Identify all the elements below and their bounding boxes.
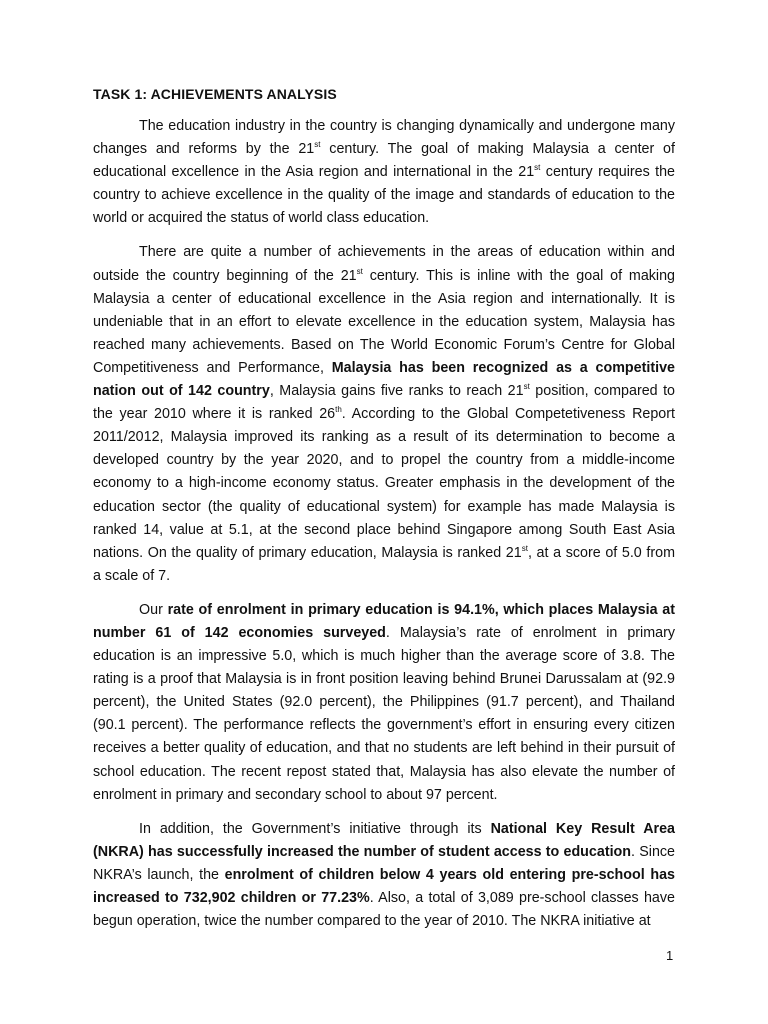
p2-sup-3: th xyxy=(335,405,342,415)
p2-sup-4: st xyxy=(521,543,528,553)
p2-sup-1: st xyxy=(356,266,363,276)
p4-text-b: . Since NKRA’s launch, the xyxy=(93,843,675,883)
p2-text-b: century. This is inline with the goal of making Malaysia a center of educational excellence in the Asia region and internationally. It is undeniable that in an effort to elevate excellence in the education system, Malaysia has reached many achievements. Based on The World Economic Forum’s Centre for Global Competitiveness and Performance, xyxy=(93,267,676,376)
p4-text-c: . Also, a total of 3,089 pre-school classes have begun operation, twice the number compared to the year of 2010. The NKRA initiative at xyxy=(93,890,675,930)
p2-text-a: There are quite a number of achievements in the areas of education within and outside the country beginning of the 21 xyxy=(93,244,675,284)
p4-bold-2: enrolment of children below 4 years old entering pre-school has increased to 732,902 children or 77.23% xyxy=(93,866,675,906)
p2-text-e: . According to the Global Competetiveness Report 2011/2012, Malaysia improved its ranking as a result of its determination to become a developed country by the year 2020, and to propel the country from a middle-income economy to a high-income economy status. Greater emphasis in the development of the education sector (the quality of educational system) for example has made Malaysia is ranked 14, value at 5.1, at the second place behind Singapore among South East Asia nations. On the quality of primary education, Malaysia is ranked 21 xyxy=(93,406,675,561)
paragraph-3 xyxy=(93,599,675,807)
page-number: 1 xyxy=(666,948,674,963)
p1-sup-2: st xyxy=(534,163,541,173)
p2-text-f: , at a score of 5.0 from a scale of 7. xyxy=(93,544,675,584)
p4-text-a: In addition, the Government’s initiative through its xyxy=(139,820,491,837)
p1-text-c: century requires the country to achieve excellence in the quality of the image and standards of education to the world or acquired the status of world class education. xyxy=(93,164,676,227)
paragraph-1 xyxy=(93,115,675,230)
page-title: TASK 1: ACHIEVEMENTS ANALYSIS xyxy=(93,86,337,102)
paragraph-4 xyxy=(93,818,675,933)
p1-text-b: century. The goal of making Malaysia a center of educational excellence in the Asia region and international in the 21 xyxy=(93,141,675,181)
document-page xyxy=(93,84,675,944)
paragraph-2 xyxy=(93,241,675,587)
p3-text-b: . Malaysia’s rate of enrolment in primary education is an impressive 5.0, which is much higher than the average score of 3.8. The rating is a proof that Malaysia is in front position leaving behind Brunei Darussalam at (92.9 percent), the United States (92.0 percent), the Philippines (91.7 percent), and Thailand (90.1 percent). The performance reflects the government’s effort in ensuring every citizen receives a better quality of education, and that no students are left behind in their pursuit of school education. The recent repost stated that, Malaysia has also elevate the number of enrolment in primary and secondary school to about 97 percent. xyxy=(93,624,675,803)
p3-text-a: Our xyxy=(139,601,168,618)
p1-text-a: The education industry in the country is changing dynamically and undergone many changes and reforms by the 21 xyxy=(93,118,675,158)
p2-text-d: position, compared to the year 2010 where it is ranked 26 xyxy=(93,383,676,423)
p2-bold-1: Malaysia has been recognized as a competitive nation out of 142 country xyxy=(93,359,675,400)
p3-bold-1: rate of enrolment in primary education is 94.1%, which places Malaysia at number 61 of 142 economies surveyed xyxy=(93,601,675,641)
p2-text-c: , Malaysia gains five ranks to reach 21 xyxy=(269,383,524,400)
p2-sup-2: st xyxy=(523,382,530,392)
p4-bold-1: National Key Result Area (NKRA) has successfully increased the number of student access to education xyxy=(93,820,675,860)
p1-sup-1: st xyxy=(314,140,321,150)
